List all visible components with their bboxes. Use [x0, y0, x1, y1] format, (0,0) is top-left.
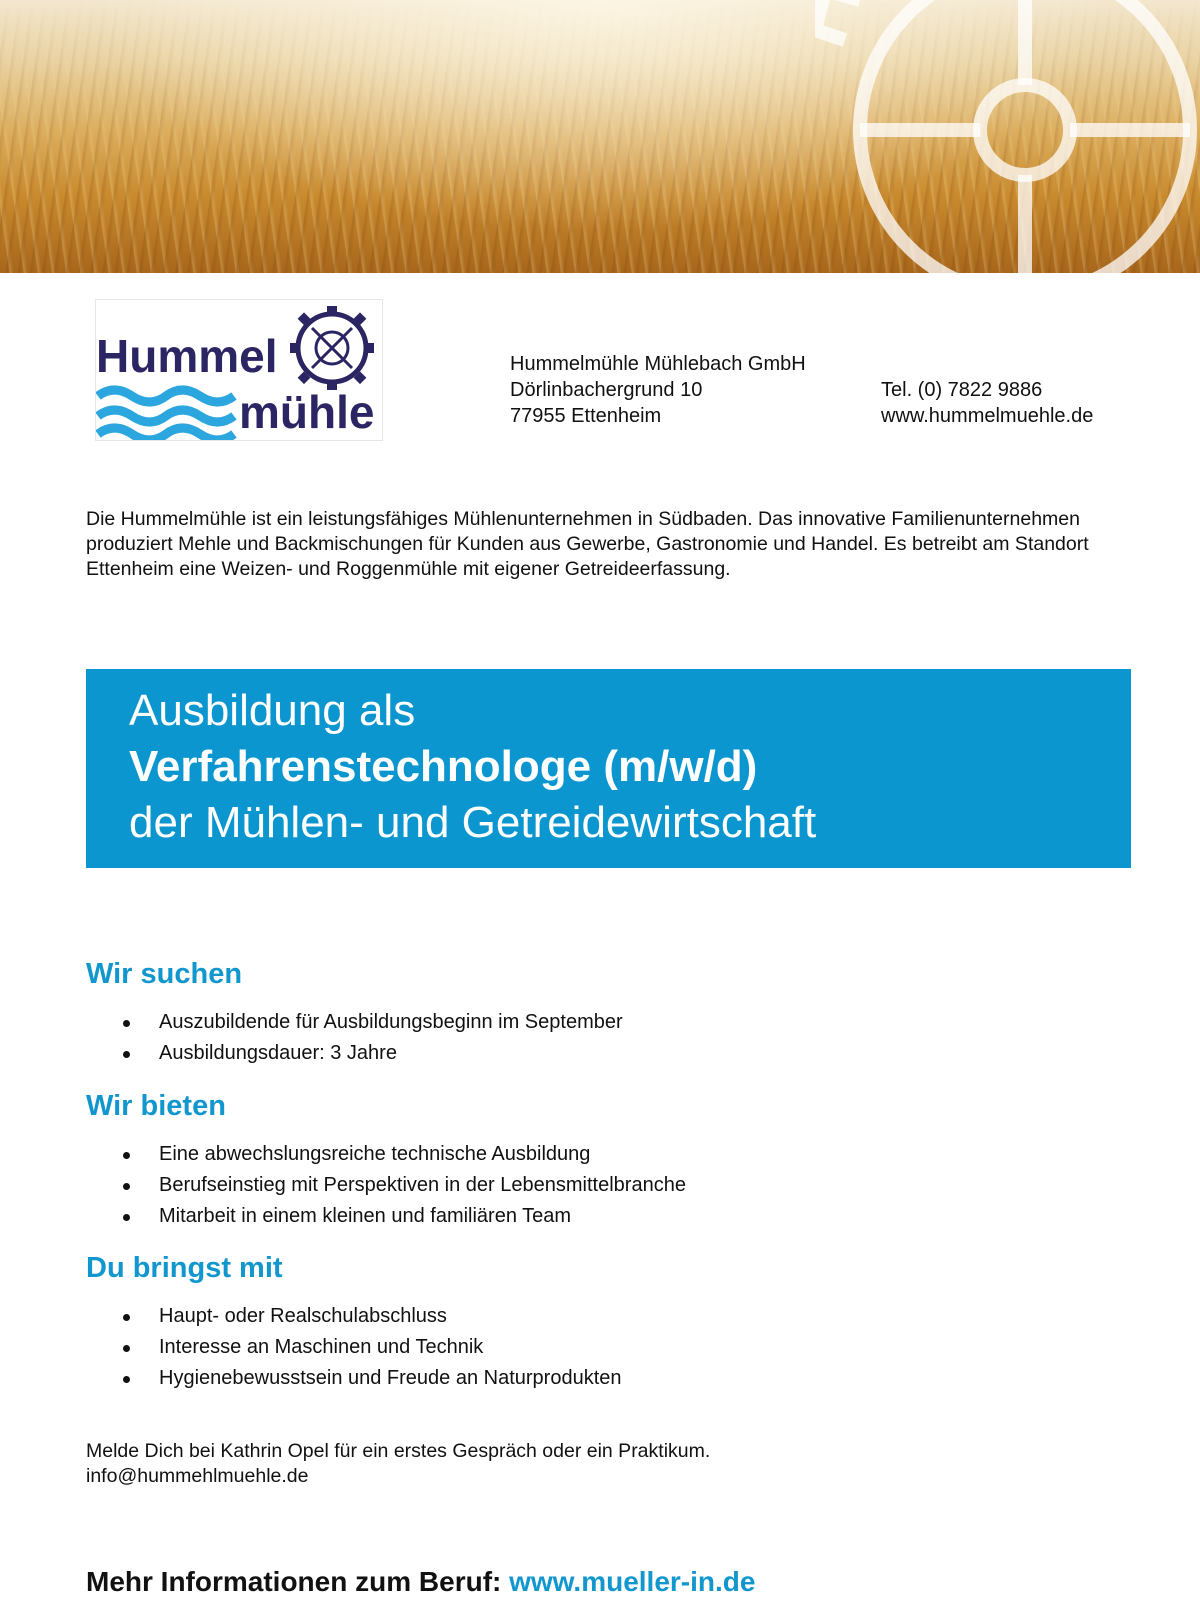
footer-label: Mehr Informationen zum Beruf:	[86, 1566, 510, 1597]
mill-wheel-icon	[290, 306, 374, 390]
company-street: Dörlinbachergrund 10	[510, 379, 703, 401]
list-item: Ausbildungsdauer: 3 Jahre	[86, 1038, 623, 1069]
list-item: Berufseinstieg mit Perspektiven in der Lebensmittelbranche	[86, 1170, 686, 1201]
company-contact	[881, 377, 1093, 429]
company-website[interactable]: www.hummelmuehle.de	[881, 405, 1094, 427]
list-du-bringst-mit	[86, 1301, 622, 1394]
banner-line3: der Mühlen- und Getreidewirtschaft	[129, 798, 817, 847]
list-item: Hygienebewusstsein und Freude an Naturprodukten	[86, 1363, 622, 1394]
mill-wheel-watermark-icon	[815, 0, 1200, 273]
section-title-du-bringst-mit: Du bringst mit	[86, 1252, 283, 1284]
logo-line1: Hummel	[96, 330, 278, 382]
company-city: 77955 Ettenheim	[510, 405, 662, 427]
water-waves-icon	[98, 390, 234, 440]
intro-paragraph: Die Hummelmühle ist ein leistungsfähiges Mühlenunternehmen in Südbaden. Das innovative Familienunternehmen produziert Mehle und Backmischungen für Kunden aus Gewerbe, Gastronomie und Handel. Es betreibt am Standort Ettenheim eine Weizen- und Roggenmühle mit eigener Getreideerfassung.	[86, 508, 1089, 580]
job-title-banner	[86, 669, 1131, 868]
list-wir-suchen	[86, 1007, 623, 1069]
company-address	[510, 351, 806, 429]
company-name: Hummelmühle Mühlebach GmbH	[510, 353, 806, 375]
hero-wheat-image	[0, 0, 1200, 273]
company-logo	[95, 299, 383, 441]
banner-line1: Ausbildung als	[129, 686, 416, 735]
list-item: Interesse an Maschinen und Technik	[86, 1332, 622, 1363]
logo-line2: mühle	[239, 386, 375, 438]
list-wir-bieten	[86, 1139, 686, 1232]
contact-email[interactable]: info@hummehlmuehle.de	[86, 1465, 309, 1487]
list-item: Auszubildende für Ausbildungsbeginn im September	[86, 1007, 623, 1038]
footer-more-info	[86, 1566, 755, 1598]
contact-note	[86, 1439, 710, 1489]
list-item: Haupt- oder Realschulabschluss	[86, 1301, 622, 1332]
list-item: Mitarbeit in einem kleinen und familiären Team	[86, 1201, 686, 1232]
list-item: Eine abwechslungsreiche technische Ausbildung	[86, 1139, 686, 1170]
section-title-wir-suchen: Wir suchen	[86, 958, 243, 990]
section-title-wir-bieten: Wir bieten	[86, 1090, 226, 1122]
job-title: Verfahrenstechnologe (m/w/d)	[129, 742, 758, 791]
logo-graphic	[96, 300, 382, 440]
contact-text: Melde Dich bei Kathrin Opel für ein erstes Gespräch oder ein Praktikum.	[86, 1440, 711, 1462]
company-phone: Tel. (0) 7822 9886	[881, 379, 1043, 401]
footer-link[interactable]: www.mueller-in.de	[509, 1566, 756, 1597]
